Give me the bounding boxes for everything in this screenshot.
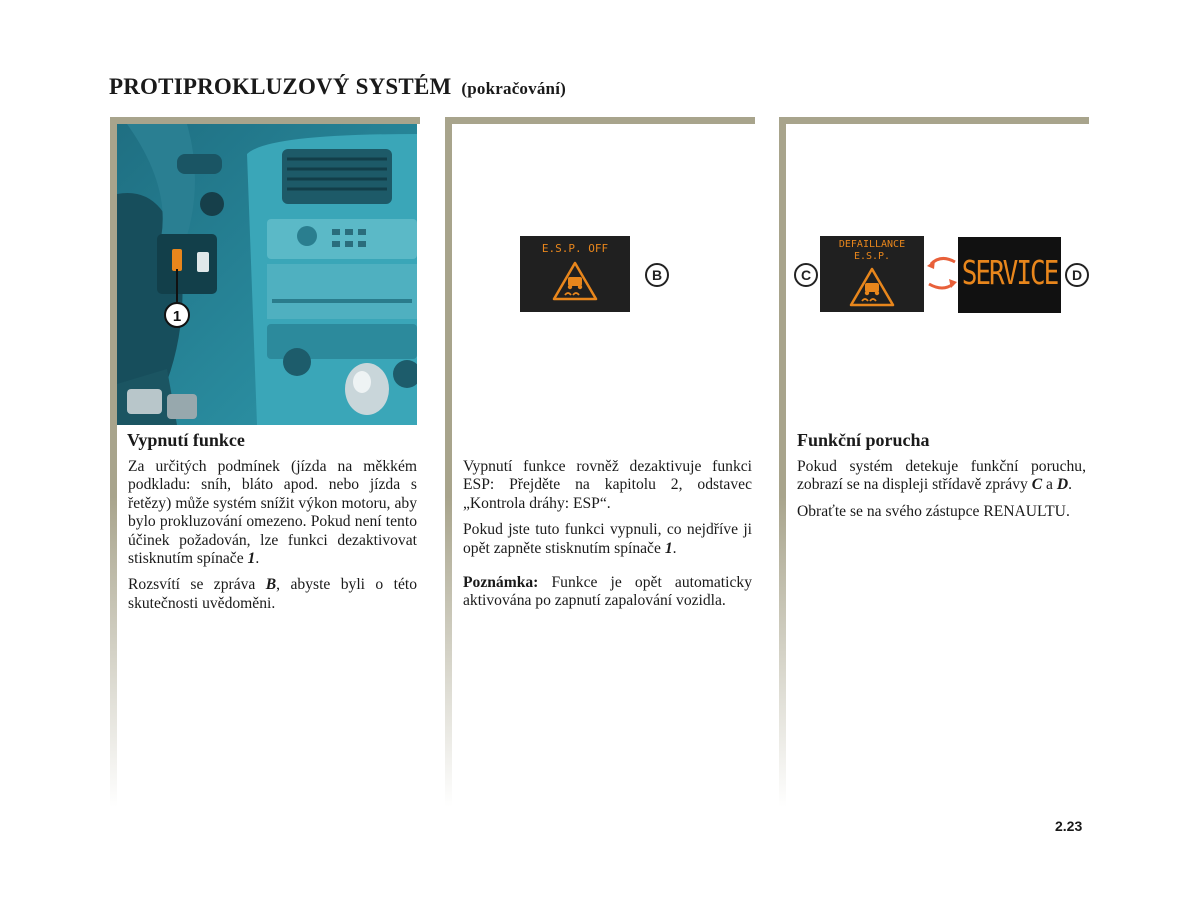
col3-p1-end: . [1068,476,1072,494]
frame-side-bar [110,117,117,807]
label-d: D [1065,263,1089,287]
heading-vypnuti-funkce: Vypnutí funkce [127,430,245,450]
col2-p2-end: . [672,539,677,557]
col3-paragraph-2: Obraťte se na svého zástupce RENAULTU. [797,502,1070,520]
heading-funkcni-porucha: Funkční porucha [797,430,930,450]
col1-p2-text: Rozsvítí se zpráva [128,576,266,594]
frame-side-bar [445,117,452,807]
display-defaillance-line1: DEFAILLANCE [838,239,906,250]
label-b: B [645,263,669,287]
switch-reference: 1 [247,550,256,568]
display-defaillance-line2: E.S.P. [853,251,891,262]
message-reference-c: C [1031,476,1043,494]
switch-reference: 1 [664,539,673,557]
col2-text [463,458,752,619]
col3-text [797,458,1086,529]
message-reference: B [265,576,277,594]
skid-warning-icon [551,260,599,302]
photo-callout-1: 1 [172,308,182,325]
display-service-text: SERVICE [961,255,1058,293]
note-text: Funkce je opět automaticky aktivována po zapnutí zapalování vozidla. [463,574,752,610]
col2-p2-text: Pokud jste tuto funkci vypnuli, co nejdříve ji opět zapněte stisknutím spínače [463,521,752,557]
dashboard-illustration [117,124,417,425]
col1-p2-end: , abyste byli o této skutečnosti uvědoměni. [128,576,417,612]
col1-paragraph-1 [128,458,417,568]
display-esp-off-text: E.S.P. OFF [541,242,609,255]
col2-paragraph-1: Vypnutí funkce rovněž dezaktivuje funkci ESP: Přejděte na kapitolu 2, odstavec „Kontrola dráhy: ESP“. [463,458,752,512]
label-c: C [794,263,818,287]
page-number: 2.23 [1055,818,1083,834]
frame-side-bar [779,117,786,807]
page-title-sub: (pokračování) [461,79,566,98]
frame-top-bar [110,117,420,124]
frame-top-bar [779,117,1089,124]
col1-p1-text: Za určitých podmínek (jízda na měkkém podkladu: sníh, bláto apod. nebo jízda s řetězy) může systém snížit výkon motoru, aby bylo prokluzování omezeno. Pokud není tento účinek požadován, lze funkci dezaktivovat stisknutím spínače [128,458,417,568]
display-esp-off [520,236,630,312]
display-service [958,237,1061,313]
col1-p1-end: . [255,550,260,568]
frame-top-bar [445,117,755,124]
page-title-main: PROTIPROKLUZOVÝ SYSTÉM [109,74,452,99]
col2-paragraph-2 [463,521,752,558]
col1-paragraph-2 [128,576,417,613]
page-title [109,74,566,100]
skid-warning-icon [848,266,896,308]
col3-paragraph-1 [797,458,1086,495]
col2-note [463,574,752,611]
note-label: Poznámka: [463,574,539,592]
col3-p1-text: Pokud systém detekuje funkční poruchu, zobrazí se na displeji střídavě zprávy [797,458,1086,494]
message-reference-d: D [1056,476,1069,494]
dashboard-photo [117,124,417,425]
alternate-arrows-icon [925,252,959,296]
display-defaillance [820,236,924,312]
col3-p1-mid: a [1042,476,1057,494]
col1-text [128,458,417,621]
